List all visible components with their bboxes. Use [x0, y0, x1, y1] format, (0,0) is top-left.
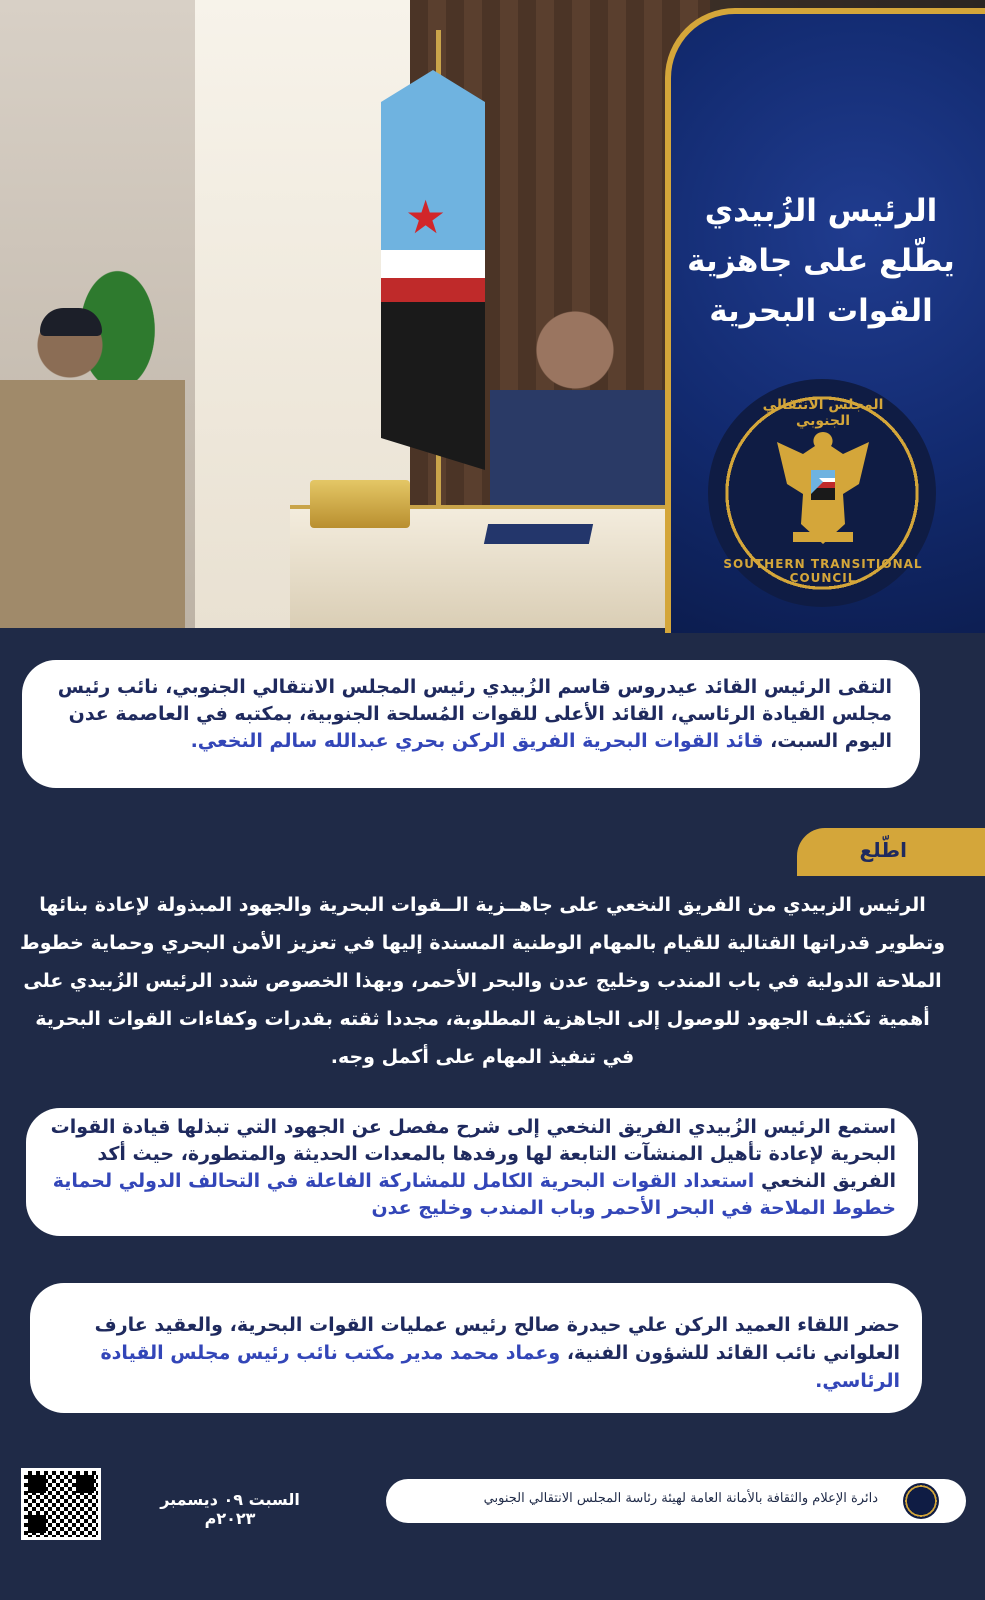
folder [484, 524, 593, 544]
footer-department-pill [386, 1479, 966, 1523]
footer-date: السبت ٠٩ ديسمبر ٢٠٢٣م [160, 1490, 300, 1528]
flag-star-icon: ★ [405, 190, 447, 244]
page-title [671, 186, 971, 336]
third-box-highlight: وعماد محمد مدير مكتب نائب رئيس مجلس القيادة الرئاسي. [100, 1342, 900, 1392]
intro-text: التقى الرئيس القائد عيدروس قاسم الزُبيدي رئيس المجلس الانتقالي الجنوبي، نائب رئيس مجلس القيادة الرئاسي، القائد الأعلى للقوات المُسلحة الجنوبية، بمكتبه في العاصمة عدن اليوم السبت، [57, 676, 892, 752]
intro-highlight: قائد القوات البحرية الفريق الركن بحري عبدالله سالم النخعي. [190, 730, 764, 752]
title-line-1: الرئيس الزُبيدي [704, 193, 938, 229]
footer-seal-icon [903, 1483, 939, 1519]
header-card [665, 8, 985, 633]
footer-department-text: دائرة الإعلام والثقافة بالأمانة العامة لهيئة رئاسة المجلس الانتقالي الجنوبي [483, 1491, 878, 1506]
intro-box [22, 660, 920, 788]
eagle-icon [773, 424, 873, 554]
tissue-box [310, 480, 410, 528]
section-tab: اطّلع [797, 828, 985, 876]
third-box-text: حضر اللقاء العميد الركن علي حيدرة صالح رئيس عمليات القوات البحرية، والعقيد عارف العلواني نائب القائد للشؤون الفنية، [94, 1314, 900, 1364]
person-civilian [490, 300, 670, 528]
title-line-3: القوات البحرية [709, 293, 933, 329]
seal-arabic-text: المجلس الانتقالي الجنوبي [762, 397, 884, 429]
second-box-text: استمع الرئيس الزُبيدي الفريق النخعي إلى شرح مفصل عن الجهود التي تبذلها قيادة القوات البحرية لإعادة تأهيل المنشآت التابعة لها ورفدها بالمعدات الحديثة والمتطورة، حيث أكد الفريق النخعي [50, 1116, 896, 1192]
title-line-2: يطّلع على جاهزية [687, 243, 955, 279]
military-cap [40, 308, 102, 336]
second-box [26, 1108, 918, 1236]
third-box [30, 1283, 922, 1413]
seal-english-text: SOUTHERN TRANSITIONAL COUNCIL [723, 557, 923, 585]
body-paragraph: الرئيس الزبيدي من الفريق النخعي على جاهــزية الــقوات البحرية والجهود المبذولة لإعادة بنائها وتطوير قدراتها القتالية للقيام بالمهام الوطنية المسندة إليها في تعزيز الأمن البحري وحماية خطوط الملاحة الدولية في باب المندب وخليج عدن والبحر الأحمر، وبهذا الخصوص شدد الرئيس الزُبيدي على أهمية تكثيف الجهود للوصول إلى الجاهزية المطلوبة، مجددا ثقته بقدرات وكفاءات القوات البحرية في تنفيذ المهام على أكمل وجه. [20, 894, 945, 1068]
second-box-highlight: استعداد القوات البحرية الكامل للمشاركة الفاعلة في التحالف الدولي لحماية خطوط الملاحة في البحر الأحمر وباب المندب وخليج عدن [52, 1170, 896, 1219]
person-military [0, 305, 185, 628]
south-flag [381, 70, 485, 470]
council-seal [708, 379, 936, 607]
qr-code[interactable] [21, 1468, 101, 1540]
